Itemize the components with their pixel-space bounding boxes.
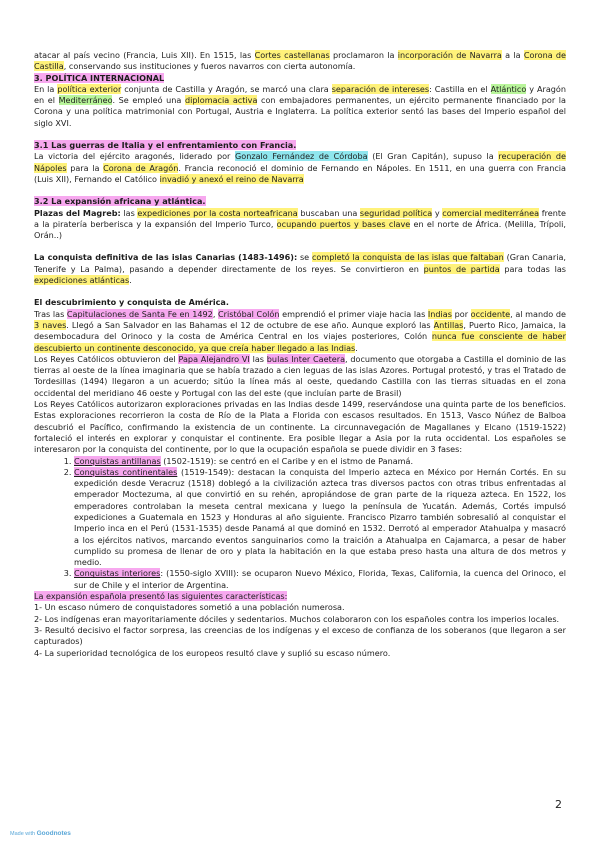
feature-item: 2- Los indígenas eran mayoritariamente dóciles y sedentarios. Muchos colaboraron con los españoles contra los imperios locales. bbox=[34, 613, 560, 624]
paragraph-canarias bbox=[34, 252, 566, 286]
highlight: Conquistas interiores bbox=[74, 568, 161, 579]
text: , al mando de bbox=[510, 308, 566, 319]
highlight: completó la conquista de las islas que faltaban bbox=[311, 252, 504, 263]
highlight: nunca fue consciente de haber descubierto un continente desconocido, ya que creía haber llegado a las Indias bbox=[34, 331, 566, 353]
text: las bbox=[120, 207, 138, 218]
text: en el norte de África. (Melilla, Trípoli, Orán..) bbox=[34, 218, 566, 241]
highlight: expediciones por la costa norteafricana bbox=[137, 207, 298, 218]
highlight: expediciones atlánticas bbox=[34, 275, 130, 286]
highlight: Corona de Aragón bbox=[103, 162, 179, 173]
highlight: Cristóbal Colón bbox=[218, 308, 280, 319]
text: proclamaron la bbox=[329, 50, 398, 60]
highlight: Antillas bbox=[433, 319, 464, 330]
highlight: Conquistas antillanas bbox=[74, 455, 161, 466]
text: frente a la piratería berberisca y la expansión del Imperio Turco, bbox=[34, 207, 566, 229]
highlight: Papa Alejandro VI bbox=[178, 353, 250, 364]
text: (1519-1549): destacan la conquista del Imperio azteca en México por Hernán Cortés. En su expedición desde Veracruz (1518) doblegó a la civilización azteca tras diversos pactos con otras tribus enfrentadas al emperador Moctezuma, al que convirtió en su rehén, apropiándose de gran parte de la riqueza azteca. En 1522, los emperadores controlaban la meseta central mexicana y luego la península de Yucatán. Además, Cortés impulsó expediciones a Guatemala en 1523 y Honduras al año siguiente. Francisco Pizarro también sobresalió al conquistar el Imperio inca en el Perú (1531-1535) desde Panamá al que dominó en 1532. Derrotó al emperador Atahualpa y masacró a los ejércitos nativos, marcando eventos sanguinarios como la traición a Atahualpa en Cajamarca, a pesar de haber cumplido su promesa de llenar de oro y plata la habitación en la que estaba preso hasta una altura de dos metros y medio. bbox=[74, 466, 566, 568]
text: . Llegó a San Salvador en las Bahamas el 12 de octubre de ese año. Aunque exploró las bbox=[66, 319, 434, 330]
paragraph-bulas bbox=[34, 354, 566, 399]
page-number: 2 bbox=[555, 798, 562, 811]
bold-lead: Plazas del Magreb: bbox=[34, 207, 121, 218]
heading: 3. POLÍTICA INTERNACIONAL bbox=[34, 72, 165, 83]
text: Los Reyes Católicos obtuvieron del bbox=[34, 353, 179, 364]
paragraph-colon bbox=[34, 309, 566, 354]
highlight: comercial mediterránea bbox=[442, 207, 540, 218]
highlight: separación de intereses bbox=[331, 83, 430, 94]
text: . bbox=[355, 342, 358, 353]
text: conjunta de Castilla y Aragón, se marcó una clara bbox=[121, 83, 332, 94]
phases-list bbox=[34, 456, 566, 592]
text: , bbox=[212, 308, 219, 319]
text: con embajadores permanentes, un ejército permanente financiado por la Corona y una política matrimonial con Portugal, Austria e Inglaterra. La política exterior sentó las bases del Imperio español del siglo XVI. bbox=[34, 95, 566, 128]
features-heading bbox=[34, 591, 566, 602]
section-heading-3-1 bbox=[34, 140, 566, 151]
paragraph-exploraciones: Los Reyes Católicos autorizaron exploraciones privadas en las Indias desde 1499, reservándose una quinta parte de los beneficios. Estas exploraciones recorrieron la costa de Río de la Plata a Florida con escasos resultados. En 1513, Vasco Núñez de Balboa descubrió el Pacífico, confirmando la existencia de un continente. La circunnavegación de Magallanes y Elcano (1519-1522) fortaleció el interés en explorar y conquistar el continente. Era posible llegar a Asia por la ruta occidental. Los españoles se interesaron por la conquista del continente, por lo que la ocupación española se puede dividir en 3 fases: bbox=[34, 399, 566, 455]
highlight: incorporación de Navarra bbox=[397, 50, 502, 60]
text: : Castilla en el bbox=[429, 83, 491, 94]
text: por bbox=[452, 308, 471, 319]
highlight: invadió y anexó el reino de Navarra bbox=[159, 173, 304, 184]
text: para todas las bbox=[499, 263, 566, 274]
goodnotes-watermark bbox=[10, 830, 71, 837]
document-body bbox=[34, 50, 566, 659]
highlight: Gonzalo Fernández de Córdoba bbox=[234, 151, 368, 162]
list-item bbox=[74, 568, 566, 591]
highlight: recuperación de Nápoles bbox=[34, 151, 566, 173]
section-heading-america bbox=[34, 297, 566, 308]
text: , documento que otorgaba a Castilla el dominio de las tierras al oeste de la línea imaginaria que se había trazado a cien leguas de las islas Azores. Portugal protestó, y tras el Tratado de Tordesillas (1494) llegaron a un acuerdo; sitúo la línea más al oeste, quedando Castilla con las tierras situadas en el zona occidental del meridiano 46 oeste y Portugal con las del este (que incluían parte de Brasil) bbox=[34, 353, 566, 398]
text: a la bbox=[501, 50, 524, 60]
text: se bbox=[297, 252, 312, 263]
highlight: puntos de partida bbox=[423, 263, 500, 274]
highlight: La expansión española presentó las siguientes características: bbox=[34, 591, 288, 602]
highlight: política exterior bbox=[57, 83, 122, 94]
text: buscaban una bbox=[297, 207, 360, 218]
feature-item: 4- La superioridad tecnológica de los europeos resultó clave y suplió su escaso número. bbox=[34, 647, 391, 658]
highlight: Atlántico bbox=[490, 83, 527, 94]
paragraph-magreb bbox=[34, 208, 566, 242]
text: (Gran Canaria, Tenerife y La Palma), pasando a depender directamente de los reyes. Se convirtieron en bbox=[34, 252, 566, 274]
list-item bbox=[74, 467, 566, 569]
text: y Aragón en el bbox=[34, 83, 566, 106]
highlight: occidente bbox=[470, 308, 511, 319]
text: , conservando sus instituciones y fueros navarros con cierta autonomía. bbox=[63, 61, 356, 72]
text: . bbox=[129, 275, 132, 286]
text: las bbox=[249, 353, 267, 364]
highlight: Indias bbox=[427, 308, 452, 319]
highlight: bulas Inter Caetera bbox=[266, 353, 346, 364]
feature-item: 1- Un escaso número de conquistadores sometió a una población numerosa. bbox=[34, 602, 345, 613]
made-with-label: Made with bbox=[10, 831, 36, 837]
highlight: Cortes castellanas bbox=[254, 50, 330, 60]
text: atacar al país vecino (Francia, Luis XII). En 1515, las bbox=[34, 50, 255, 60]
highlight: Corona de Castilla bbox=[34, 50, 567, 72]
text: emprendió el primer viaje hacia las bbox=[279, 308, 428, 319]
heading: El descubrimiento y conquista de América. bbox=[34, 297, 229, 308]
highlight: seguridad política bbox=[359, 207, 433, 218]
text: . Se empleó una bbox=[112, 95, 185, 106]
list-item bbox=[74, 456, 566, 467]
paragraph-italia bbox=[34, 151, 566, 185]
text: . Francia reconoció el dominio de Fernando en Nápoles. En 1511, en una guerra con Francia (Luis XII), Fernando el Católico bbox=[34, 162, 566, 184]
text: La victoria del ejército aragonés, liderado por bbox=[34, 151, 235, 162]
text: y bbox=[432, 207, 443, 218]
paragraph-navarra bbox=[34, 50, 566, 73]
section-heading-3 bbox=[34, 73, 566, 84]
feature-item: 3- Resultó decisivo el factor sorpresa, las creencias de los indígenas y el exceso de confianza de los soberanos (que llegaron a ser capturados) bbox=[34, 624, 566, 647]
heading: 3.1 Las guerras de Italia y el enfrentamiento con Francia. bbox=[34, 140, 297, 151]
section-heading-3-2 bbox=[34, 196, 566, 207]
paragraph-politica-exterior bbox=[34, 84, 566, 129]
highlight: ocupando puertos y bases clave bbox=[276, 218, 411, 229]
highlight: Capitulaciones de Santa Fe en 1492 bbox=[66, 308, 213, 319]
highlight: diplomacia activa bbox=[184, 95, 258, 106]
text: (El Gran Capitán), supuso la bbox=[367, 151, 499, 162]
highlight: Conquistas continentales bbox=[74, 466, 178, 477]
text: Tras las bbox=[34, 308, 67, 319]
highlight: 3 naves bbox=[34, 319, 67, 330]
heading: 3.2 La expansión africana y atlántica. bbox=[34, 196, 206, 207]
text: , Puerto Rico, Jamaica, la desembocadura del Orinoco y la costa de América Central en los viajes posteriores, Colón bbox=[34, 319, 566, 342]
brand-label: Goodnotes bbox=[36, 830, 71, 837]
highlight: Mediterráneo bbox=[58, 95, 113, 106]
text: En la bbox=[34, 83, 58, 94]
text: (1502-1519): se centró en el Caribe y en el istmo de Panamá. bbox=[160, 455, 414, 466]
text: para la bbox=[66, 162, 104, 173]
bold-lead: La conquista definitiva de las islas Canarias (1483-1496): bbox=[34, 252, 298, 263]
text: : (1550-siglo XVIII): se ocuparon Nuevo México, Florida, Texas, California, la cuenca del Orinoco, el sur de Chile y el interior de Argentina. bbox=[74, 568, 567, 590]
